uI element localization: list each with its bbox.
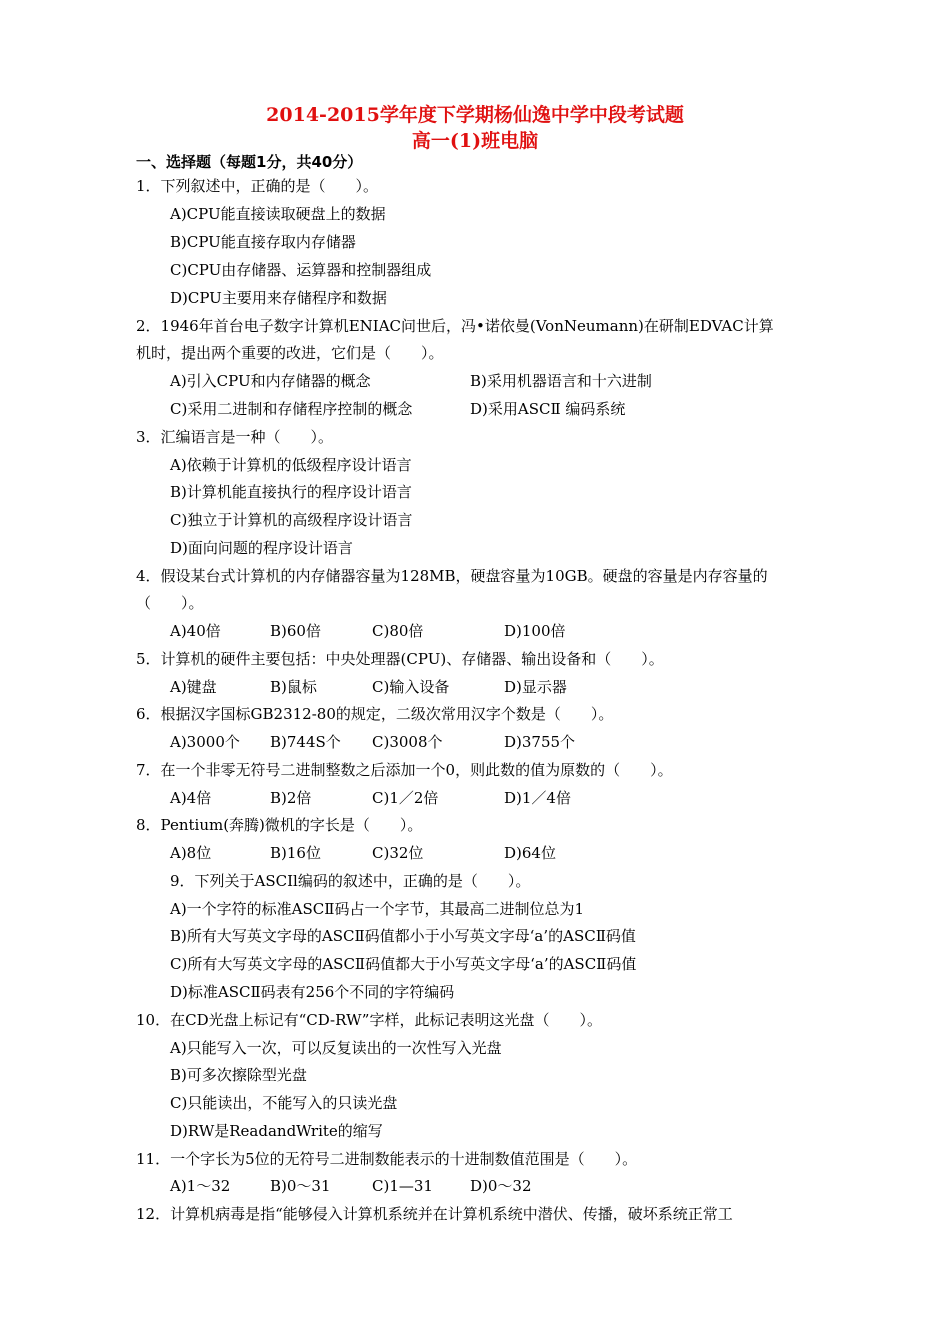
question-10-option-d: D)RW是ReadandWrite的缩写 [170, 1122, 383, 1140]
question-1-option-c: C)CPU由存储器、运算器和控制器组成 [170, 261, 432, 279]
question-11-option-d: D)0～32 [470, 1177, 532, 1195]
question-8-option-b: B)16位 [270, 844, 321, 862]
question-9-option-a: A)一个字符的标准ASCⅡ码占一个字节，其最高二进制位总为1 [170, 900, 585, 918]
question-5-option-c: C)输入设备 [372, 678, 450, 696]
question-11-option-c: C)1—31 [372, 1177, 433, 1195]
question-6-stem: 6．根据汉字国标GB2312-80的规定，二级次常用汉字个数是（ ）。 [136, 705, 614, 723]
question-10-stem: 10．在CD光盘上标记有“CD-RW”字样，此标记表明这光盘（ ）。 [136, 1011, 602, 1029]
question-1-stem: 1．下列叙述中，正确的是（ ）。 [136, 177, 379, 195]
question-7-stem: 7．在一个非零无符号二进制整数之后添加一个0，则此数的值为原数的（ ）。 [136, 761, 673, 779]
question-8-stem: 8．Pentium(奔腾)微机的字长是（ ）。 [136, 816, 423, 834]
question-2-option-c: C)采用二进制和存储程序控制的概念 [170, 400, 413, 418]
question-7-option-b: B)2倍 [270, 789, 312, 807]
question-8-option-a: A)8位 [170, 844, 212, 862]
question-3-option-a: A)依赖于计算机的低级程序设计语言 [170, 456, 412, 474]
question-9-option-b: B)所有大写英文字母的ASCⅡ码值都小于小写英文字母‘a’的ASCⅡ码值 [170, 927, 636, 945]
question-6-option-a: A)3000个 [170, 733, 240, 751]
question-2-stem: 2．1946年首台电子数字计算机ENIAC问世后，冯•诺依曼(VonNeumann)在研制EDVAC计算 [136, 317, 774, 335]
question-1-option-a: A)CPU能直接读取硬盘上的数据 [170, 205, 386, 223]
question-11-option-a: A)1～32 [170, 1177, 231, 1195]
exam-subtitle: 高一(1)班电脑 [411, 130, 539, 152]
question-4-option-d: D)100倍 [504, 622, 566, 640]
question-12-stem: 12．计算机病毒是指“能够侵入计算机系统并在计算机系统中潜伏、传播，破坏系统正常工 [136, 1205, 733, 1223]
question-4-option-c: C)80倍 [372, 622, 424, 640]
question-8-option-c: C)32位 [372, 844, 424, 862]
question-3-stem: 3．汇编语言是一种（ ）。 [136, 428, 334, 446]
question-7-option-d: D)1／4倍 [504, 789, 571, 807]
question-5-option-a: A)键盘 [170, 678, 217, 696]
question-7-option-c: C)1／2倍 [372, 789, 439, 807]
question-11-stem: 11．一个字长为5位的无符号二进制数能表示的十进制数值范围是（ ）。 [136, 1150, 638, 1168]
question-10-option-a: A)只能写入一次，可以反复读出的一次性写入光盘 [170, 1039, 502, 1057]
question-2-option-b: B)采用机器语言和十六进制 [470, 372, 652, 390]
question-4-stem: 4．假设某台式计算机的内存储器容量为128MB，硬盘容量为10GB。硬盘的容量是内存容量的 [136, 567, 768, 585]
exam-title: 2014-2015学年度下学期杨仙逸中学中段考试题 [266, 104, 684, 126]
question-10-option-c: C)只能读出，不能写入的只读光盘 [170, 1094, 398, 1112]
question-7-option-a: A)4倍 [170, 789, 212, 807]
question-8-option-d: D)64位 [504, 844, 556, 862]
question-11-option-b: B)0～31 [270, 1177, 331, 1195]
question-6-option-b: B)744S个 [270, 733, 341, 751]
question-3-option-d: D)面向问题的程序设计语言 [170, 539, 353, 557]
question-5-option-b: B)鼠标 [270, 678, 317, 696]
question-6-option-d: D)3755个 [504, 733, 576, 751]
question-5-stem: 5．计算机的硬件主要包括：中央处理器(CPU)、存储器、输出设备和（ ）。 [136, 650, 664, 668]
question-4-option-a: A)40倍 [170, 622, 221, 640]
question-10-option-b: B)可多次擦除型光盘 [170, 1066, 307, 1084]
question-3-option-c: C)独立于计算机的高级程序设计语言 [170, 511, 413, 529]
question-9-option-c: C)所有大写英文字母的ASCⅡ码值都大于小写英文字母‘a’的ASCⅡ码值 [170, 955, 637, 973]
question-1-option-d: D)CPU主要用来存储程序和数据 [170, 289, 387, 307]
question-4-stem-cont: （ ）。 [136, 594, 204, 612]
question-2-option-d: D)采用ASCⅡ 编码系统 [470, 400, 626, 418]
question-1-option-b: B)CPU能直接存取内存储器 [170, 233, 356, 251]
question-3-option-b: B)计算机能直接执行的程序设计语言 [170, 483, 412, 501]
question-9-option-d: D)标准ASCⅡ码表有256个不同的字符编码 [170, 983, 455, 1001]
question-5-option-d: D)显示器 [504, 678, 567, 696]
section-heading: 一、选择题（每题1分，共40分） [136, 153, 363, 171]
question-2-stem-cont: 机时，提出两个重要的改进，它们是（ ）。 [136, 344, 444, 362]
question-6-option-c: C)3008个 [372, 733, 443, 751]
question-2-option-a: A)引入CPU和内存储器的概念 [170, 372, 371, 390]
question-9-stem: 9．下列关于ASCIl编码的叙述中，正确的是（ ）。 [170, 872, 531, 890]
question-4-option-b: B)60倍 [270, 622, 321, 640]
